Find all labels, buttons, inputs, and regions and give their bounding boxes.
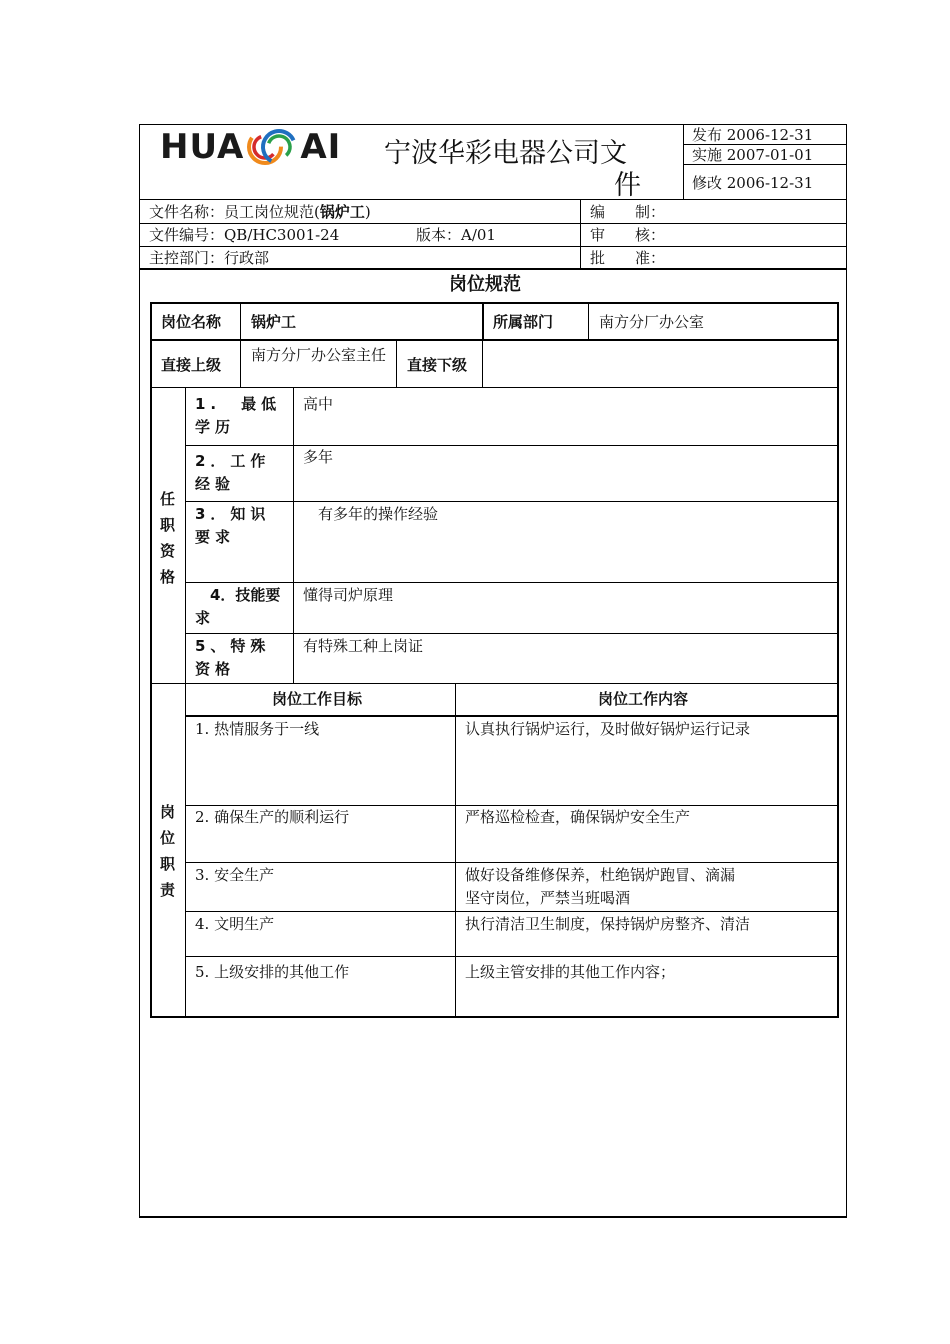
duty-goal: 1. 热情服务于一线: [195, 720, 320, 738]
subordinate-label: 直接下级: [407, 356, 468, 374]
post-name-label: 岗位名称: [161, 313, 222, 331]
qualification-item-value: 有特殊工种上岗证: [303, 637, 424, 655]
department: 南方分厂办公室: [599, 313, 705, 331]
reviewed-by: 审 核：: [590, 226, 666, 244]
content-column-header: 岗位工作内容: [598, 690, 689, 708]
file-number: 文件编号：QB/HC3001-24: [149, 226, 340, 244]
file-name-label: 文件名称：员工岗位规范(: [149, 203, 320, 221]
file-name-bold: 锅炉工: [319, 203, 365, 221]
logo-rings-icon: [245, 127, 299, 167]
approved-by: 批 准：: [590, 249, 666, 267]
qualification-item-label: 2．工作经验: [195, 452, 271, 493]
qualification-item-value: 多年: [303, 448, 334, 466]
duty-goal: 5. 上级安排的其他工作: [195, 963, 350, 981]
qualification-item-label: 1. 最低学历: [195, 395, 282, 436]
publish-date: 发布 2006-12-31: [692, 126, 814, 144]
revise-date: 修改 2006-12-31: [692, 174, 814, 192]
compiled-by: 编 制：: [590, 203, 666, 221]
direct-superior: 南方分厂办公室主任: [251, 346, 387, 364]
post-name: 锅炉工: [251, 313, 297, 331]
company-title: 宁波华彩电器公司文: [384, 138, 627, 169]
version: 版本：A/01: [416, 226, 496, 244]
qualification-item-label: 3．知识要求: [195, 505, 271, 546]
qualification-item-label: 5、特殊资格: [195, 637, 271, 678]
controlling-department: 主控部门：行政部: [149, 249, 270, 267]
qualification-item-value: 懂得司炉原理: [303, 586, 394, 604]
company-logo: [160, 127, 342, 167]
duties-side-label: 岗 位 职 责: [160, 803, 176, 899]
superior-label: 直接上级: [161, 356, 222, 374]
logo-text-right: AI: [300, 127, 342, 167]
implement-date: 实施 2007-01-01: [692, 146, 814, 164]
company-title-line2: 件: [614, 170, 641, 201]
qualification-side-label: 任 职 资 格: [160, 490, 176, 586]
qualification-item-value: 高中: [303, 395, 334, 413]
spec-title: 岗位规范: [449, 274, 521, 295]
duty-content: 执行清洁卫生制度，保持锅炉房整齐、清洁: [465, 915, 751, 933]
file-name-close: ): [364, 203, 371, 221]
department-label: 所属部门: [493, 313, 554, 331]
qualification-item-value: 有多年的操作经验: [303, 505, 439, 523]
duty-content: 上级主管安排的其他工作内容；: [465, 963, 676, 981]
duty-goal: 2. 确保生产的顺利运行: [195, 808, 350, 826]
duty-content-line2: 坚守岗位，严禁当班喝酒: [465, 889, 631, 907]
goal-column-header: 岗位工作目标: [272, 690, 363, 708]
duty-goal: 4. 文明生产: [195, 915, 275, 933]
file-name: [149, 201, 371, 223]
duty-content: 做好设备维修保养，杜绝锅炉跑冒、滴漏: [465, 866, 736, 884]
qualification-item-label: 4．技能要求: [195, 586, 281, 627]
duty-content: 认真执行锅炉运行，及时做好锅炉运行记录: [465, 720, 751, 738]
duty-content: 严格巡检检查，确保锅炉安全生产: [465, 808, 691, 826]
duty-goal: 3. 安全生产: [195, 866, 275, 884]
logo-text-left: HUA: [160, 127, 245, 167]
